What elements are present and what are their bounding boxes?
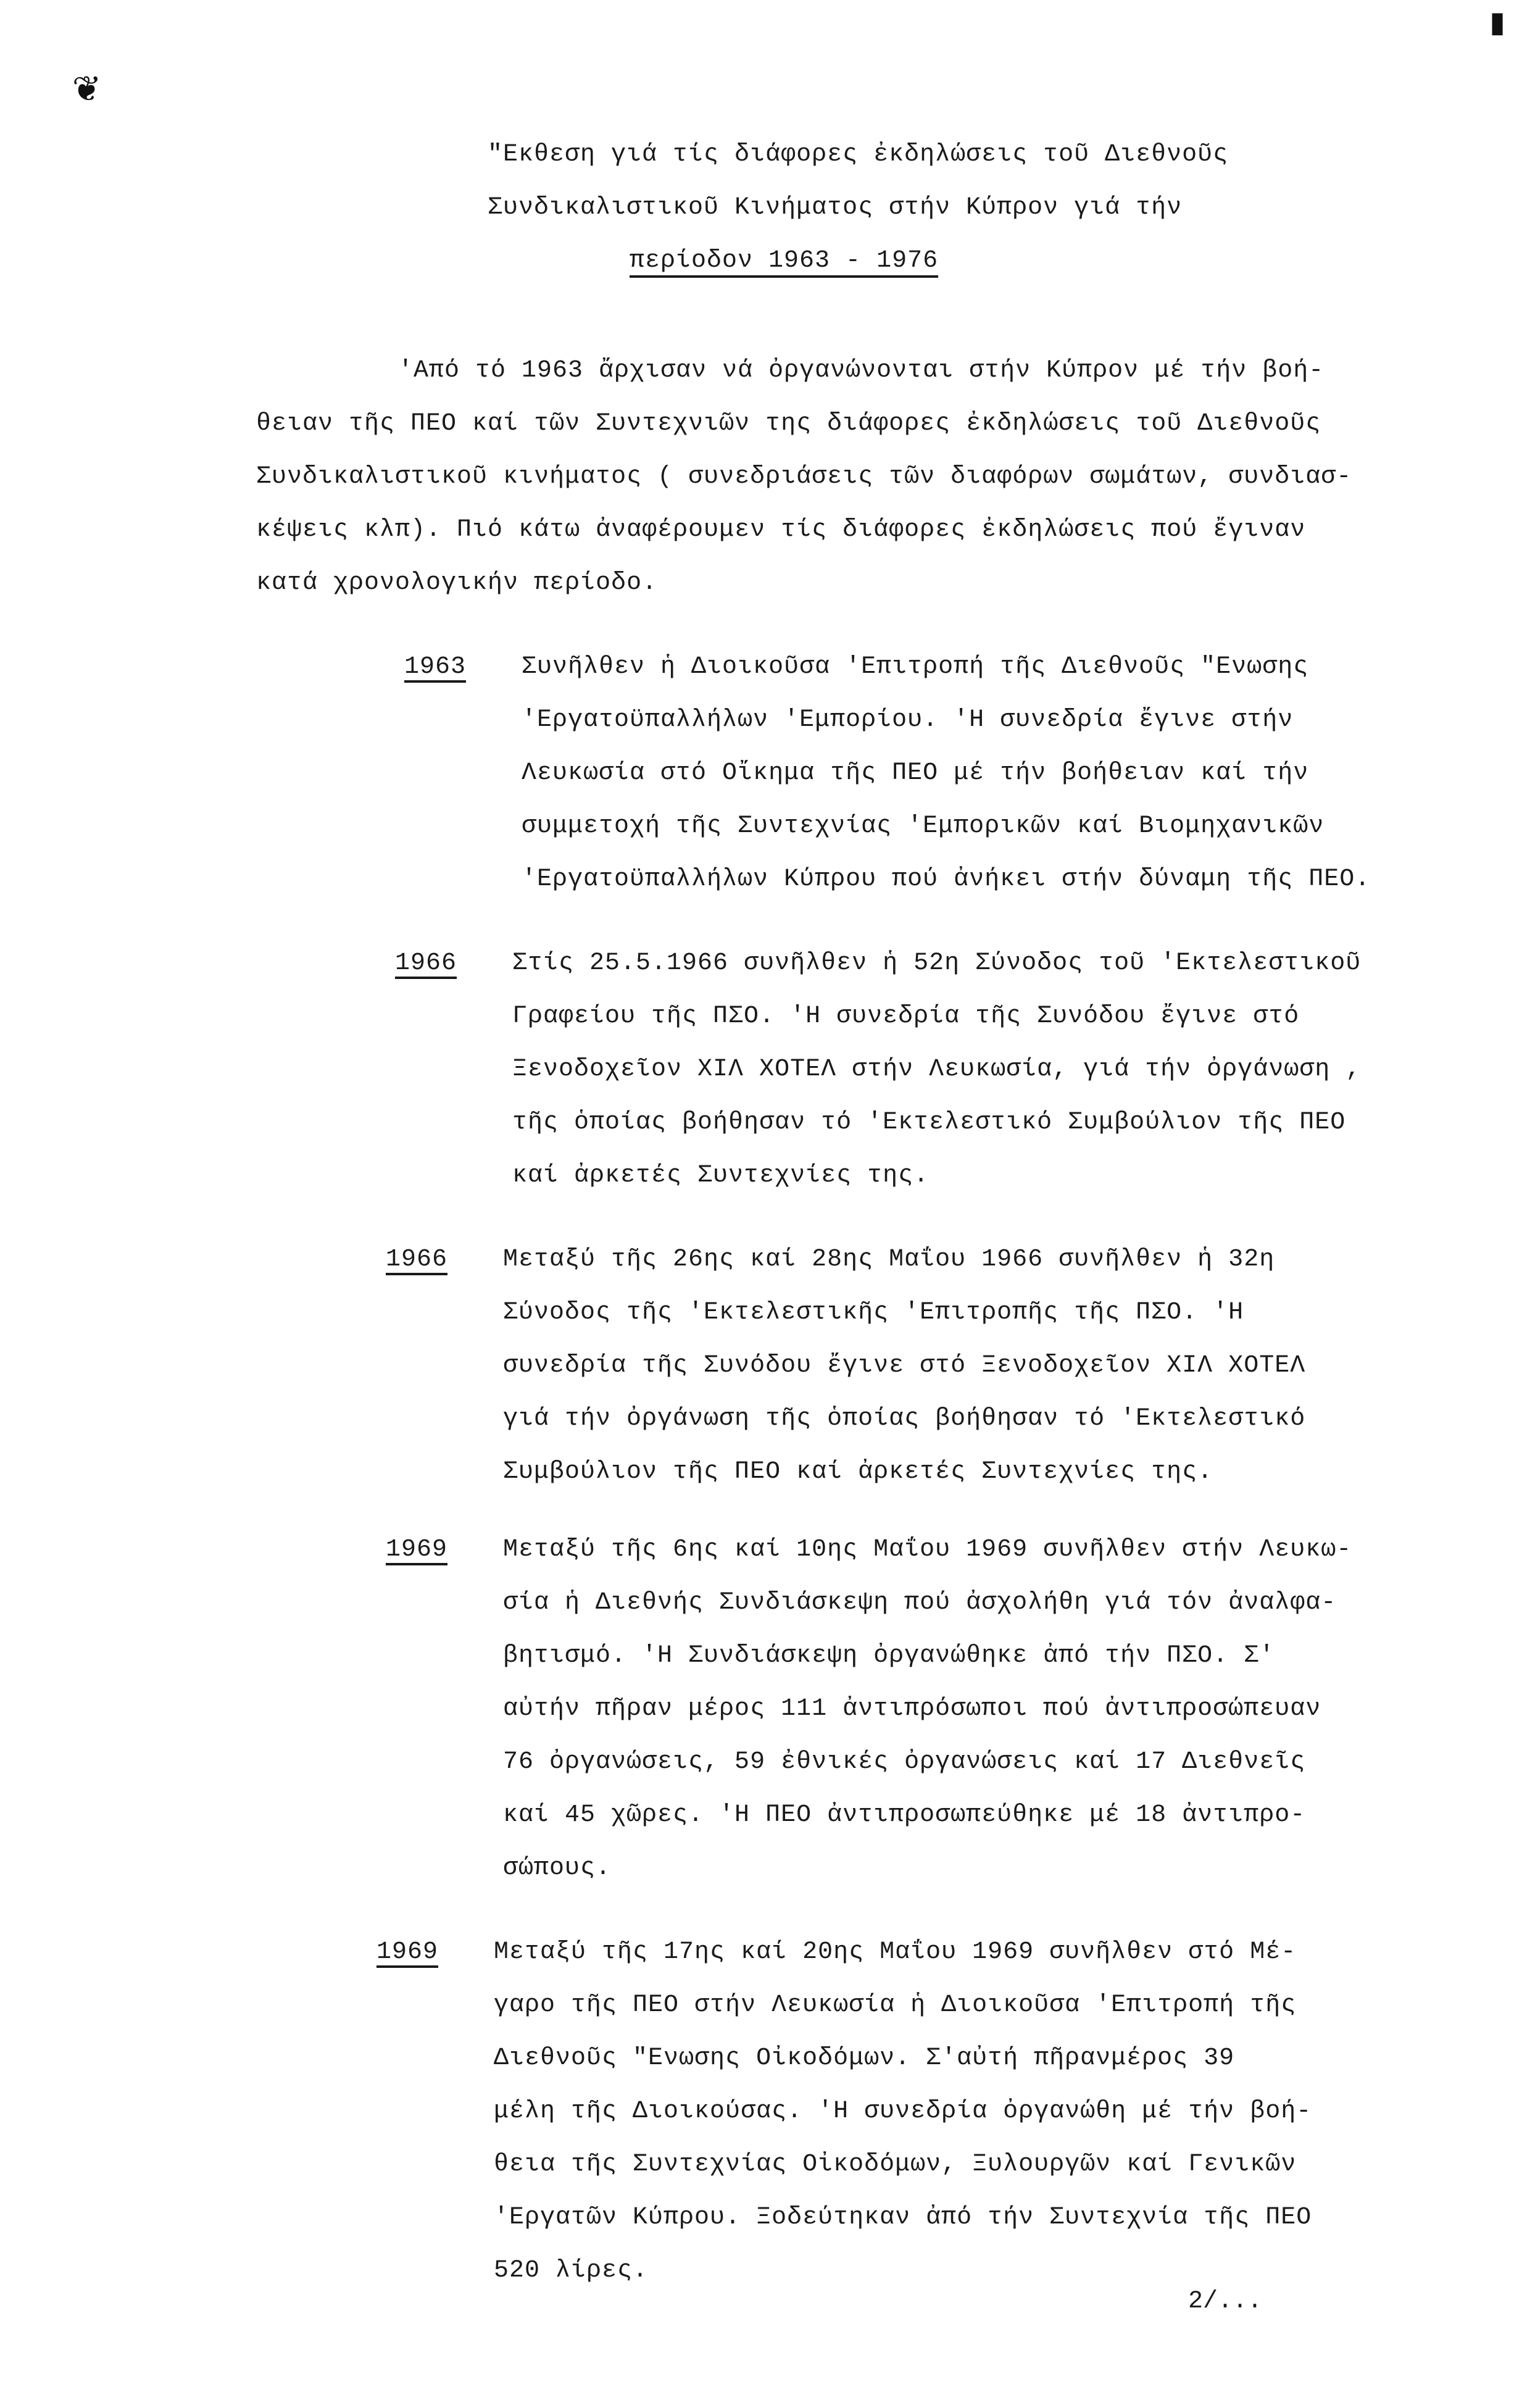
entry-line: σώπους. — [503, 1854, 612, 1882]
entry-text — [494, 1926, 1481, 2298]
entry-line: Γραφείου τῆς ΠΣΟ. 'Η συνεδρία τῆς Συνόδου ἔγινε στό — [512, 1002, 1300, 1030]
entry-line: 'Εργατοϋπαλλήλων 'Εμπορίου. 'Η συνεδρία ἔγινε στήν — [522, 706, 1294, 734]
entry-line: τῆς ὁποίας βοήθησαν τό 'Εκτελεστικό Συμβούλιον τῆς ΠΕΟ — [512, 1109, 1346, 1136]
title-line-underlined: περίοδον 1963 - 1976 — [630, 247, 939, 275]
intro-paragraph — [256, 344, 1355, 610]
intro-line: κέψεις κλπ). Πιό κάτω ἀναφέρουμεν τίς διάφορες ἐκδηλώσεις πού ἔγιναν — [256, 516, 1306, 544]
entry-line: αὐτήν πῆραν μέρος 111 ἀντιπρόσωποι πού ἀντιπροσώπευαν — [503, 1695, 1321, 1723]
entry-line: θεια τῆς Συντεχνίας Οἰκοδόμων, Ξυλουργῶν καί Γενικῶν — [494, 2151, 1297, 2178]
entry-line: Λευκωσία στό Οἴκημα τῆς ΠΕΟ μέ τήν βοήθειαν καί τήν — [522, 759, 1309, 787]
entry-line: συνεδρία τῆς Συνόδου ἔγινε στό Ξενοδοχεῖον ΧΙΛ ΧΟΤΕΛ — [503, 1352, 1306, 1380]
entry-line: συμμετοχή τῆς Συντεχνίας 'Εμπορικῶν καί Βιομηχανικῶν — [522, 812, 1325, 840]
edge-mark: ▮ — [1486, 4, 1509, 46]
entry-text — [522, 641, 1509, 906]
entry-line: 76 ὀργανώσεις, 59 ἐθνικές ὀργανώσεις καί 17 Διεθνεῖς — [503, 1748, 1306, 1776]
entry-line: Μεταξύ τῆς 26ης καί 28ης Μαΐου 1966 συνῆλθεν ἡ 32η — [503, 1246, 1275, 1273]
entry-year: 1969 — [386, 1536, 448, 1564]
entry-line: καί 45 χῶρες. 'Η ΠΕΟ ἀντιπροσωπεύθηκε μέ 18 ἀντιπρο- — [503, 1801, 1306, 1829]
entry-line: 520 λίρες. — [494, 2257, 649, 2285]
entry-line: καί ἀρκετές Συντεχνίες της. — [512, 1162, 930, 1189]
entry-line: Σύνοδος τῆς 'Εκτελεστικῆς 'Επιτροπῆς τῆς ΠΣΟ. 'Η — [503, 1299, 1244, 1327]
entry-line: Ξενοδοχεῖον ΧΙΛ ΧΟΤΕΛ στήν Λευκωσία, γιά τήν ὀργάνωση , — [512, 1056, 1362, 1083]
intro-line: κατά χρονολογικήν περίοδο. — [256, 569, 658, 597]
entry-line: βητισμό. 'Η Συνδιάσκεψη ὀργανώθηκε ἀπό τήν ΠΣΟ. Σ' — [503, 1642, 1275, 1670]
entry-line: Μεταξύ τῆς 6ης καί 10ης Μαΐου 1969 συνῆλθεν στήν Λευκω- — [503, 1536, 1352, 1564]
entry-text — [512, 937, 1500, 1202]
entry-year: 1969 — [376, 1938, 439, 1966]
title-line: "Εκθεση γιά τίς διάφορες ἐκδηλώσεις τοῦ Διεθνοῦς — [488, 141, 1229, 169]
entry-line: γιά τήν ὀργάνωση τῆς ὁποίας βοήθησαν τό 'Εκτελεστικό — [503, 1405, 1306, 1433]
entry-text — [503, 1233, 1491, 1499]
intro-line: θειαν τῆς ΠΕΟ καί τῶν Συντεχνιῶν της διάφορες ἐκδηλώσεις τοῦ Διεθνοῦς — [256, 410, 1321, 438]
page-number: 2/... — [1188, 2288, 1263, 2315]
entry-line: Συμβούλιον τῆς ΠΕΟ καί ἀρκετές Συντεχνίες της. — [503, 1458, 1213, 1486]
entry-year: 1966 — [386, 1246, 448, 1273]
intro-line: 'Από τό 1963 ἄρχισαν νά ὀργανώνονται στήν Κύπρον μέ τήν βοή- — [398, 357, 1325, 385]
entry-line: Στίς 25.5.1966 συνῆλθεν ἡ 52η Σύνοδος τοῦ 'Εκτελεστικοῦ — [512, 949, 1362, 977]
title-line: Συνδικαλιστικοῦ Κινήματος στήν Κύπρον γιά τήν — [488, 194, 1183, 222]
document-title — [488, 128, 1352, 288]
entry-line: 'Εργατῶν Κύπρου. Ξοδεύτηκαν ἀπό τήν Συντεχνία τῆς ΠΕΟ — [494, 2204, 1312, 2231]
entry-text — [503, 1523, 1491, 1895]
entry-line: Διεθνοῦς "Ενωσης Οἰκοδόμων. Σ'αὐτή πῆρανμέρος 39 — [494, 2044, 1235, 2072]
entry-year: 1963 — [404, 653, 467, 681]
ink-blot-mark: ❦ — [73, 65, 99, 114]
entry-line: 'Εργατοϋπαλλήλων Κύπρου πού ἀνήκει στήν δύναμη τῆς ΠΕΟ. — [522, 865, 1371, 893]
entry-line: γαρο τῆς ΠΕΟ στήν Λευκωσία ἡ Διοικοῦσα 'Επιτροπή τῆς — [494, 1991, 1297, 2019]
intro-line: Συνδικαλιστικοῦ κινήματος ( συνεδριάσεις τῶν διαφόρων σωμάτων, συνδιασ- — [256, 463, 1352, 491]
entry-line: σία ἡ Διεθνής Συνδιάσκεψη πού ἀσχολήθη γιά τόν ἀναλφα- — [503, 1589, 1337, 1617]
entry-line: Συνῆλθεν ἡ Διοικοῦσα 'Επιτροπή τῆς Διεθνοῦς "Ενωσης — [522, 653, 1309, 681]
entry-year: 1966 — [395, 949, 457, 977]
entry-line: Μεταξύ τῆς 17ης καί 20ης Μαΐου 1969 συνῆλθεν στό Μέ- — [494, 1938, 1297, 1966]
entry-line: μέλη τῆς Διοικούσας. 'Η συνεδρία ὀργανώθη μέ τήν βοή- — [494, 2098, 1312, 2125]
